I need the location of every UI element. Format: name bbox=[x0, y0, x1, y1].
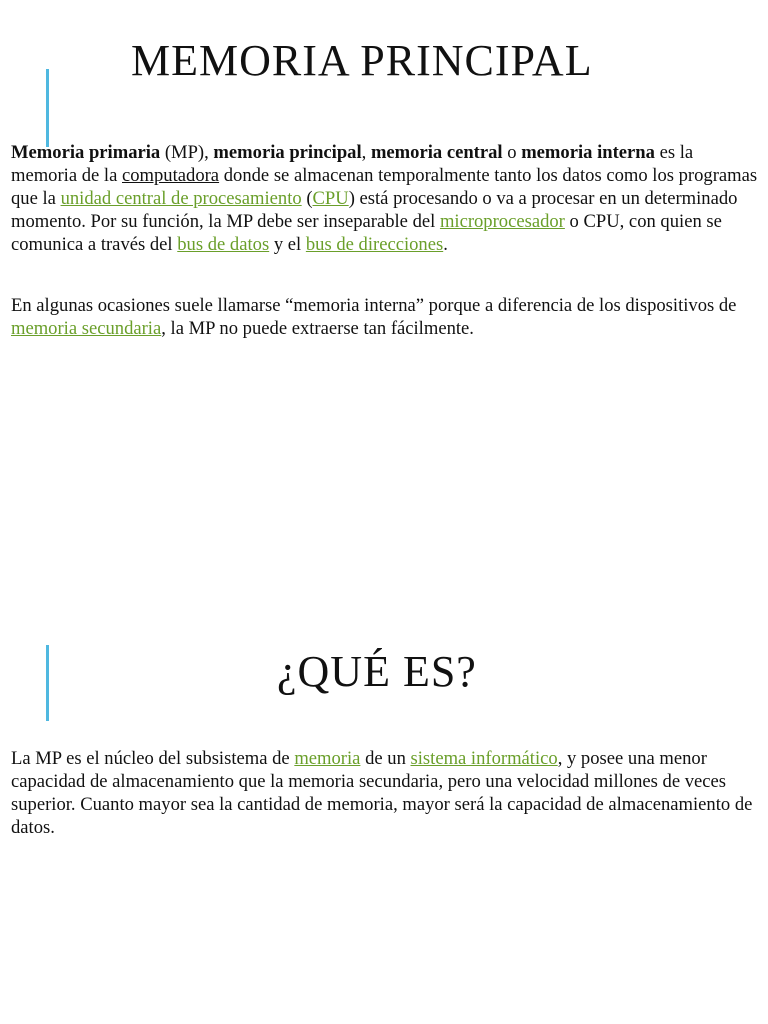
link-sistema-informatico[interactable]: sistema informático bbox=[410, 748, 558, 769]
text-span: es la memoria de la bbox=[11, 142, 694, 186]
link-memoria-secundaria[interactable]: memoria secundaria bbox=[11, 318, 162, 339]
term-memoria-central: memoria central bbox=[370, 142, 503, 163]
link-cpu[interactable]: CPU bbox=[312, 188, 349, 209]
term-memoria-primaria: Memoria primaria bbox=[11, 142, 161, 163]
accent-bar bbox=[46, 69, 49, 147]
link-memoria[interactable]: memoria bbox=[294, 748, 361, 769]
text-span: , la MP no puede extraerse tan fácilmente. bbox=[161, 318, 474, 339]
text-span: (MP), bbox=[160, 142, 214, 163]
text-span: ( bbox=[301, 188, 313, 209]
text-span: o bbox=[502, 142, 522, 163]
text-span: . bbox=[443, 234, 448, 255]
text-span: donde se almacenan temporalmente tanto los datos como los programas que la bbox=[11, 165, 758, 209]
slide-que-es bbox=[0, 512, 768, 1024]
paragraph-memoria-interna bbox=[11, 294, 759, 340]
text-span: , bbox=[361, 142, 371, 163]
text-span: y el bbox=[269, 234, 306, 255]
paragraph-definition bbox=[11, 141, 759, 256]
text-span: o CPU, con quien se comunica a través del bbox=[11, 211, 722, 255]
slide-title: MEMORIA PRINCIPAL bbox=[131, 36, 593, 85]
link-computadora[interactable]: computadora bbox=[122, 165, 220, 186]
text-span: En algunas ocasiones suele llamarse “memoria interna” porque a diferencia de los dispositivos de bbox=[11, 295, 737, 316]
term-memoria-principal: memoria principal bbox=[213, 142, 362, 163]
link-unidad-central-de-procesamiento[interactable]: unidad central de procesamiento bbox=[60, 188, 302, 209]
text-span: La MP es el núcleo del subsistema de bbox=[11, 748, 295, 769]
link-microprocesador[interactable]: microprocesador bbox=[439, 211, 565, 232]
term-memoria-interna: memoria interna bbox=[521, 142, 655, 163]
link-bus-de-direcciones[interactable]: bus de direcciones bbox=[305, 234, 444, 255]
paragraph-nucleo bbox=[11, 747, 759, 839]
slide-title: ¿QUÉ ES? bbox=[277, 647, 477, 696]
link-bus-de-datos[interactable]: bus de datos bbox=[177, 234, 270, 255]
text-span: , y posee una menor capacidad de almacenamiento que la memoria secundaria, pero una velocidad millones de veces superior. Cuanto mayor sea la cantidad de memoria, mayor será la capacidad de almacenamiento de datos. bbox=[11, 748, 753, 838]
accent-bar bbox=[46, 645, 49, 721]
text-span: ) está procesando o va a procesar en un determinado momento. Por su función, la MP debe ser inseparable del bbox=[11, 188, 738, 232]
text-span: de un bbox=[360, 748, 411, 769]
